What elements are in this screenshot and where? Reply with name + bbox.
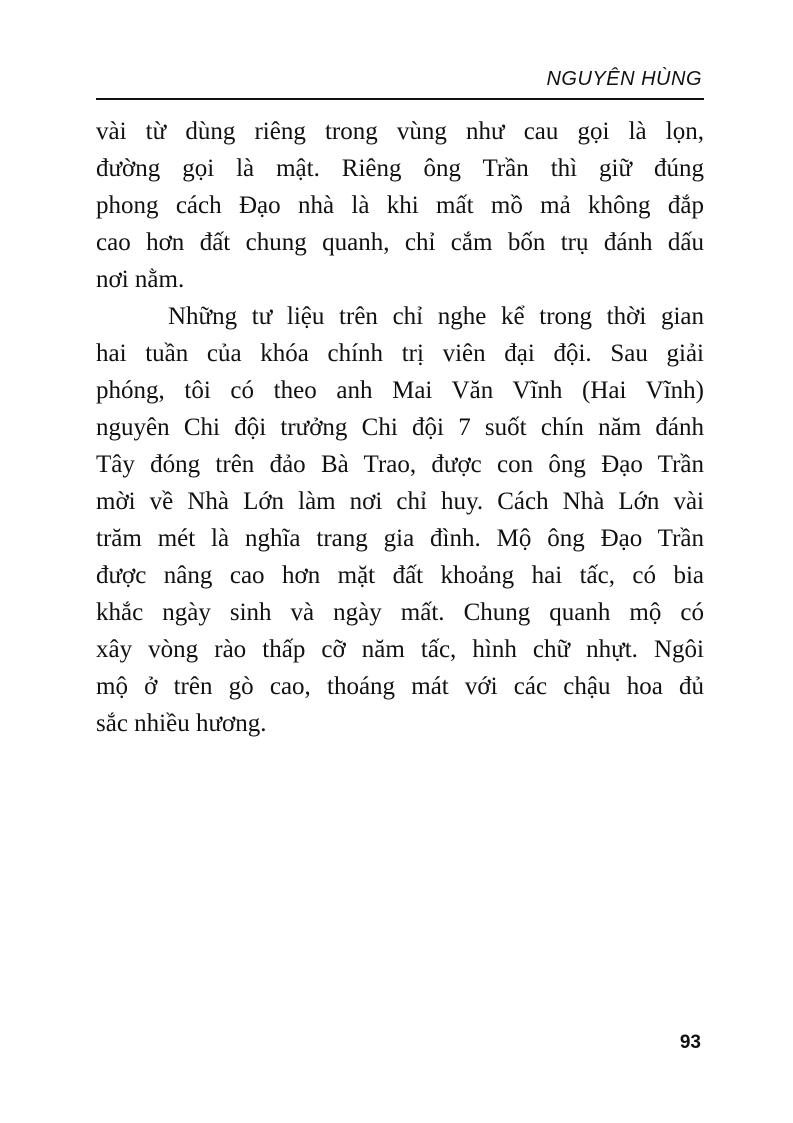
text-line: phóng, tôi có theo anh Mai Văn Vĩnh (Hai Vĩnh): [96, 377, 704, 404]
text-line: đường gọi là mật. Riêng ông Trần thì giữ đúng: [96, 155, 704, 182]
text-line: sắc nhiều hương.: [96, 710, 267, 737]
text-line: nơi nằm.: [96, 266, 185, 293]
text-line: mộ ở trên gò cao, thoáng mát với các chậu hoa đủ: [96, 673, 704, 700]
text-line: được nâng cao hơn mặt đất khoảng hai tấc, có bia: [96, 562, 704, 589]
text-line: hai tuần của khóa chính trị viên đại đội. Sau giải: [96, 340, 704, 367]
page-number: 93: [679, 1032, 701, 1053]
body-text: [96, 113, 704, 742]
text-line: khắc ngày sinh và ngày mất. Chung quanh mộ có: [96, 599, 704, 626]
text-line: trăm mét là nghĩa trang gia đình. Mộ ông Đạo Trần: [96, 525, 704, 552]
text-line: cao hơn đất chung quanh, chỉ cắm bốn trụ đánh dấu: [96, 229, 704, 256]
text-line: Tây đóng trên đảo Bà Trao, được con ông Đạo Trần: [96, 451, 704, 478]
text-line: nguyên Chi đội trưởng Chi đội 7 suốt chín năm đánh: [96, 414, 704, 441]
paragraph: [96, 298, 704, 742]
text-line: xây vòng rào thấp cỡ năm tấc, hình chữ nhựt. Ngôi: [96, 636, 704, 663]
text-line: mời về Nhà Lớn làm nơi chỉ huy. Cách Nhà Lớn vài: [96, 488, 704, 515]
text-line: Những tư liệu trên chỉ nghe kể trong thời gian: [168, 303, 704, 330]
paragraph: [96, 113, 704, 298]
text-line: vài từ dùng riêng trong vùng như cau gọi là lọn,: [96, 118, 704, 145]
running-title: NGUYÊN HÙNG: [546, 68, 702, 90]
running-header: [96, 64, 704, 100]
text-line: phong cách Đạo nhà là khi mất mồ mả không đắp: [96, 192, 704, 219]
